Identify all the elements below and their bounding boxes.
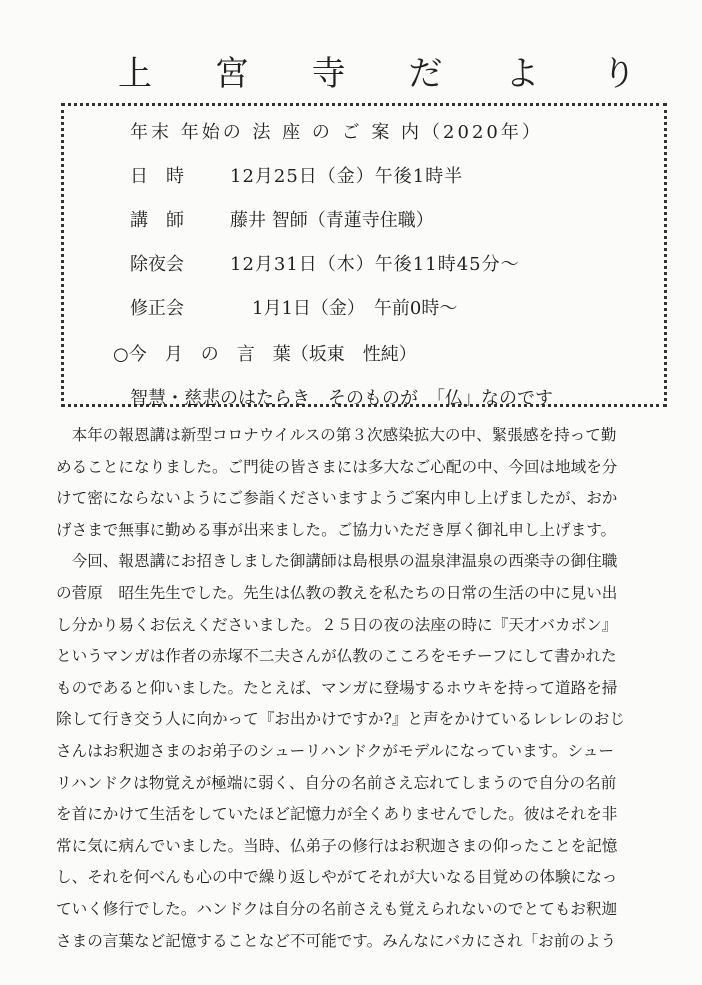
- body-line: けて密にならないようにご参詣くださいますようご案内申し上げましたが、おか: [56, 489, 618, 508]
- speaker-value: 藤井 智師（青蓮寺住職）: [230, 210, 434, 231]
- notice-heading: 年末 年始の 法 座 の ご 案 内（2020年）: [130, 122, 543, 143]
- speaker-label: 講 師: [130, 210, 184, 231]
- body-line: ていく修行でした。ハンドクは自分の名前さえも覚えられないのでとてもお釈迦: [56, 899, 618, 918]
- joyakai-label: 除夜会: [130, 254, 184, 275]
- body-line: めることになりました。ご門徒の皆さまには多大なご心配の中、今回は地域を分: [56, 457, 618, 476]
- body-line: さんはお釈迦さまのお弟子のシューリハンドクがモデルになっています。シュー: [56, 741, 614, 760]
- body-line: 除して行き交う人に向かって『お出かけですか?』と声をかけているレレレのおじ: [56, 710, 625, 729]
- body-line: し分かり易くお伝えくださいました。２５日の夜の法座の時に『天才バカボン』: [56, 615, 618, 634]
- body-line: 本年の報恩講は新型コロナウイルスの第３次感染拡大の中、緊張感を持って勤: [56, 426, 617, 444]
- body-line: の菅原 昭生先生でした。先生は仏教の教えを私たちの日常の生活の中に見い出: [56, 583, 618, 602]
- shushoe-value: 1月1日（金） 午前0時～: [252, 298, 458, 319]
- date-label: 日 時: [130, 166, 184, 187]
- shushoe-label: 修正会: [130, 298, 184, 319]
- body-line: リハンドクは物覚えが極端に弱く、自分の名前さえ忘れてしまうので自分の名前: [56, 773, 617, 792]
- article-body: [56, 420, 656, 957]
- body-line: し、それを何べんも心の中で繰り返しやがてそれが大いなる目覚めの体験になっ: [56, 868, 618, 887]
- date-value: 12月25日（金）午後1時半: [230, 166, 464, 187]
- body-line: 常に気に病んでいました。当時、仏弟子の修行はお釈迦さまの仰ったことを記憶: [56, 836, 618, 855]
- body-line: というマンガは作者の赤塚不二夫さんが仏教のこころをモチーフにして書かれた: [56, 647, 617, 666]
- words-of-month-heading: ○今 月 の 言 葉（坂東 性純）: [113, 344, 417, 365]
- newsletter-title: 上 宮 寺 だ よ り: [118, 54, 663, 94]
- joyakai-value: 12月31日（木）午後11時45分～: [230, 254, 520, 275]
- body-line: ものであると仰いました。たとえば、マンガに登場するホウキを持って道路を掃: [56, 678, 618, 697]
- body-line: げさまで無事に勤める事が出来ました。ご協力いただき厚く御礼申し上げます。: [56, 520, 617, 539]
- body-line: 今回、報恩講にお招きしました御講師は島根県の温泉津温泉の西楽寺の御住職: [56, 552, 618, 571]
- body-line: さまの言葉など記憶することなど不可能です。みんなにバカにされ「お前のよう: [56, 931, 617, 950]
- body-line: を首にかけて生活をしていたほど記憶力が全くありませんでした。彼はそれを非: [56, 805, 618, 824]
- words-of-month-text: 智慧・慈悲のはたらき そのものが 「仏」なのです: [130, 388, 553, 409]
